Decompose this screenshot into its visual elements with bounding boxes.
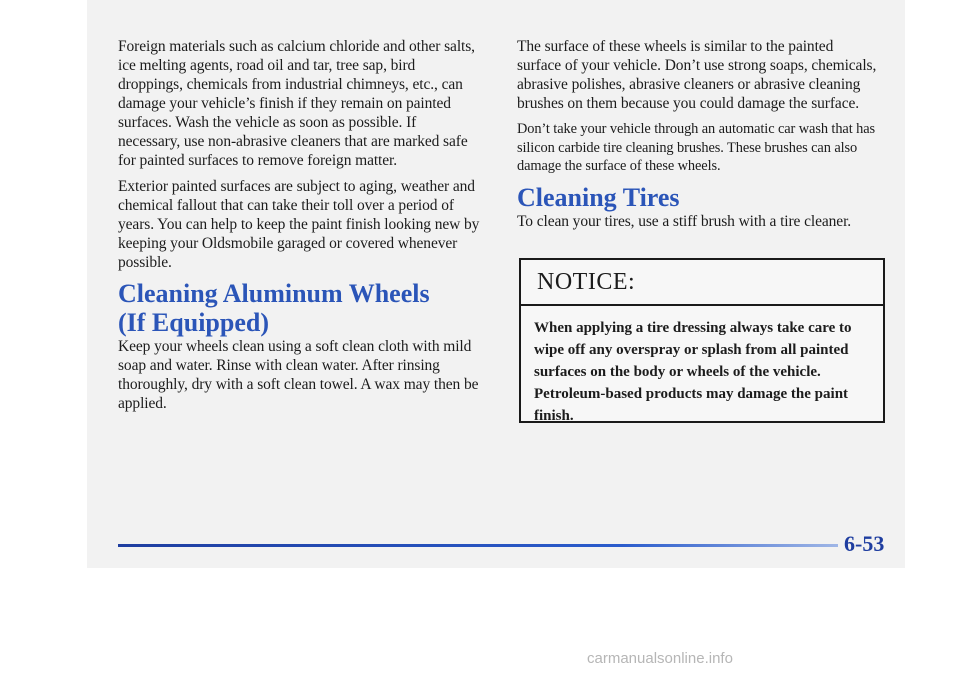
left-column: [118, 37, 480, 420]
car-wash-paragraph: Don’t take your vehicle through an automatic car wash that has silicon carbide tire cleaning brushes. These brushes can also damage the surface of these wheels.: [517, 121, 875, 174]
paint-aging-paragraph: Exterior painted surfaces are subject to aging, weather and chemical fallout that can take their toll over a period of years. You can help to keep the paint finish looking new by keeping your Oldsmobile garaged or covered whenever possible.: [118, 178, 480, 271]
cleaning-tires-paragraph: To clean your tires, use a stiff brush with a tire cleaner.: [517, 212, 852, 230]
aluminum-wheels-heading-line2: (If Equipped): [118, 308, 269, 337]
right-column: [517, 37, 877, 238]
page-number: 6-53: [844, 531, 885, 556]
notice-title: NOTICE:: [521, 260, 883, 306]
watermark-text: carmanualsonline.info: [587, 650, 733, 667]
wheel-surface-paragraph: The surface of these wheels is similar to the painted surface of your vehicle. Don’t use strong soaps, chemicals, abrasive polishes, abrasive cleaners or abrasive cleaning brushes on them because you could damage the surface.: [517, 38, 877, 112]
notice-box: [519, 258, 885, 423]
aluminum-wheels-heading-line1: Cleaning Aluminum Wheels: [118, 279, 430, 308]
aluminum-wheels-heading: [118, 279, 480, 337]
paint-foreign-materials-paragraph: Foreign materials such as calcium chloride and other salts, ice melting agents, road oil and tar, tree sap, bird droppings, chemicals from industrial chimneys, etc., can damage your vehicle’s finish if they remain on painted surfaces. Wash the vehicle as soon as possible. If necessary, use non-abrasive cleaners that are marked safe for painted surfaces to remove foreign matter.: [118, 38, 475, 169]
footer-rule: [118, 544, 838, 547]
cleaning-tires-heading: Cleaning Tires: [517, 182, 680, 212]
aluminum-wheels-paragraph: Keep your wheels clean using a soft clean cloth with mild soap and water. Rinse with clean water. After rinsing thoroughly, dry with a soft clean towel. A wax may then be applied.: [118, 338, 479, 412]
notice-text: When applying a tire dressing always take care to wipe off any overspray or splash from all painted surfaces on the body or wheels of the vehicle. Petroleum-based products may damage the paint finish.: [534, 320, 852, 424]
